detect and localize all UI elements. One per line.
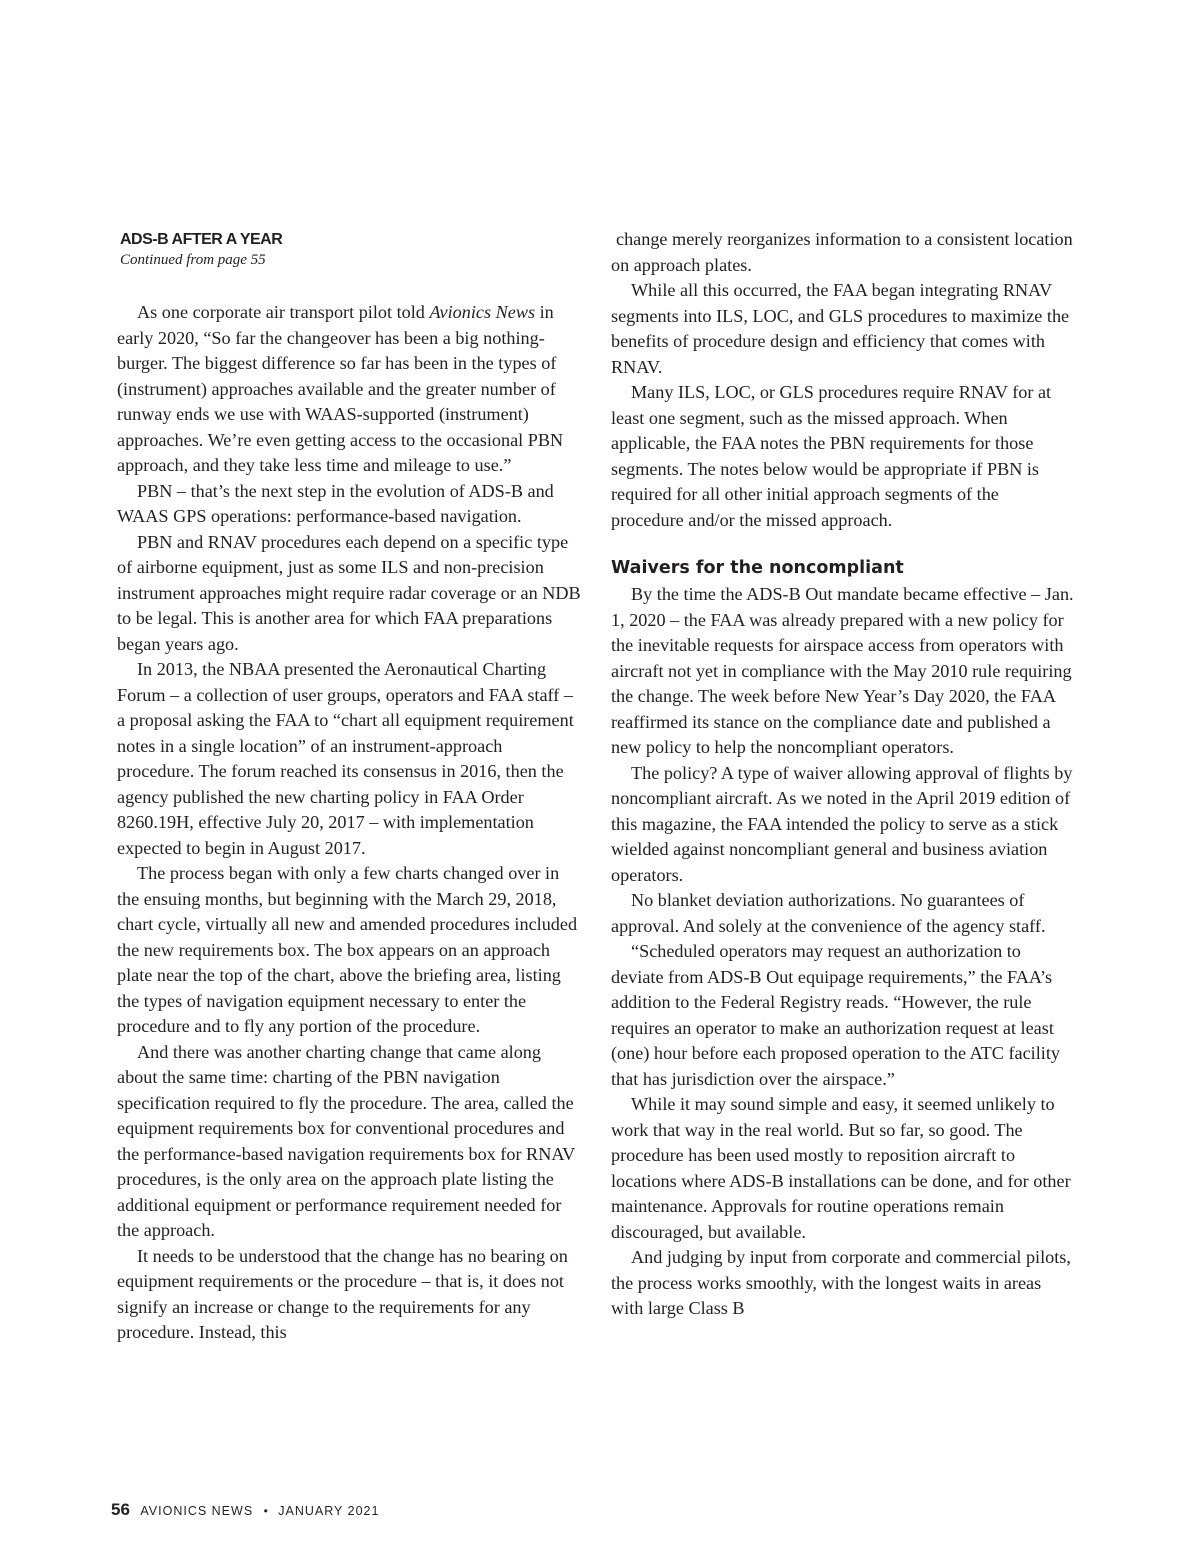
issue-date: JANUARY 2021 (278, 1504, 380, 1518)
paragraph: And judging by input from corporate and commercial pilots, the process works smoothly, with the longest waits in areas with large Class B (611, 1247, 1071, 1318)
paragraph: By the time the ADS-B Out mandate became effective – Jan. 1, 2020 – the FAA was already prepared with a new policy for the inevitable requests for airspace access from operators with aircraft not yet in compliance with the May 2010 rule requiring the change. The week before New Year’s Day 2020, the FAA reaffirmed its stance on the compliance date and published a new policy to help the noncompliant operators. (611, 584, 1074, 757)
publication-title: AVIONICS NEWS (140, 1504, 254, 1518)
footer-separator: • (263, 1504, 268, 1518)
paragraph: The process began with only a few charts changed over in the ensuing months, but beginning with the March 29, 2018, chart cycle, virtually all new and amended procedures included the new requirements box. The box appears on an approach plate near the top of the chart, above the briefing area, listing the types of navigation equipment necessary to enter the procedure and to fly any portion of the procedure. (117, 863, 578, 1036)
paragraph-text: in early 2020, “So far the changeover has been a big nothing-burger. The biggest difference so far has been in the types of (instrument) approaches available and the greater number of runway ends we use with WAAS-supported (instrument) approaches. We’re even getting access to the occasional PBN approach, and they take less time and mileage to use.” (117, 302, 564, 475)
paragraph (117, 300, 582, 479)
paragraph: PBN and RNAV procedures each depend on a specific type of airborne equipment, just as some ILS and non-precision instrument approaches might require radar coverage or an NDB to be legal. This is another area for which FAA preparations began years ago. (117, 531, 581, 654)
section-kicker: ADS-B AFTER A YEAR (120, 231, 283, 248)
paragraph: In 2013, the NBAA presented the Aeronautical Charting Forum – a collection of user groups, operators and FAA staff – a proposal asking the FAA to “chart all equipment requirement notes in a single location” of an instrument-approach procedure. The forum reached its consensus in 2016, then the agency published the new charting policy in FAA Order 8260.19H, effective July 20, 2017 – with implementation expected to begin in August 2017. (117, 659, 574, 858)
paragraph: While it may sound simple and easy, it seemed unlikely to work that way in the real world. But so far, so good. The procedure has been used mostly to reposition aircraft to locations where ADS-B installations can be done, and for other maintenance. Approvals for routine operations remain discouraged, but available. (611, 1094, 1071, 1242)
publication-name: Avionics News (429, 302, 536, 322)
paragraph: It needs to be understood that the change has no bearing on equipment requirements or the procedure – that is, it does not signify an increase or change to the requirements for any procedure. Instead, this (117, 1245, 568, 1342)
continued-note: Continued from page 55 (120, 252, 266, 268)
paragraph: “Scheduled operators may request an authorization to deviate from ADS-B Out equipage requirements,” the FAA’s addition to the Federal Registry reads. “However, the rule requires an operator to make an authorization request at least (one) hour before each proposed operation to the ATC facility that has jurisdiction over the airspace.” (611, 941, 1060, 1089)
article-column-right (611, 227, 1076, 1322)
paragraph: change merely reorganizes information to a consistent location on approach plates. (611, 229, 1073, 275)
paragraph: No blanket deviation authorizations. No guarantees of approval. And solely at the convenience of the agency staff. (611, 890, 1046, 936)
article-column-left (117, 300, 582, 1346)
section-subhead: Waivers for the noncompliant (611, 558, 904, 578)
paragraph: Many ILS, LOC, or GLS procedures require RNAV for at least one segment, such as the missed approach. When applicable, the FAA notes the PBN requirements for those segments. The notes below would be appropriate if PBN is required for all other initial approach segments of the procedure and/or the missed approach. (611, 382, 1052, 530)
paragraph: And there was another charting change that came along about the same time: charting of the PBN navigation specification required to fly the procedure. The area, called the equipment requirements box for conventional procedures and the performance-based navigation requirements box for RNAV procedures, is the only area on the approach plate listing the additional equipment or performance requirement needed for the approach. (117, 1041, 575, 1240)
paragraph: The policy? A type of waiver allowing approval of flights by noncompliant aircraft. As we noted in the April 2019 edition of this magazine, the FAA intended the policy to serve as a stick wielded against noncompliant general and business aviation operators. (611, 762, 1073, 885)
paragraph: While all this occurred, the FAA began integrating RNAV segments into ILS, LOC, and GLS procedures to maximize the benefits of procedure design and efficiency that comes with RNAV. (611, 280, 1070, 377)
paragraph: PBN – that’s the next step in the evolution of ADS-B and WAAS GPS operations: performance-based navigation. (117, 480, 554, 526)
page-number: 56 (111, 1500, 130, 1519)
paragraph-text: As one corporate air transport pilot told (137, 302, 430, 322)
page-footer (111, 1500, 379, 1520)
